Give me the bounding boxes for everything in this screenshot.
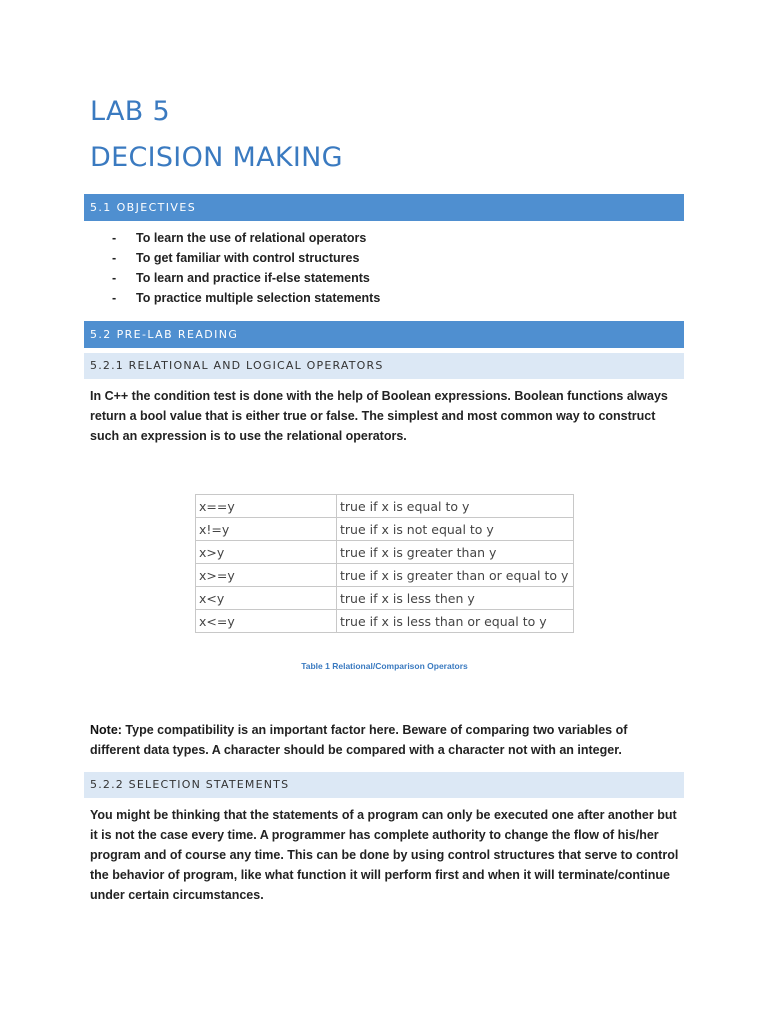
description-cell: true if x is less then y bbox=[337, 587, 574, 610]
operator-cell: x>=y bbox=[196, 564, 337, 587]
description-cell: true if x is greater than or equal to y bbox=[337, 564, 574, 587]
relational-operators-table bbox=[195, 494, 574, 633]
objective-text: To get familiar with control structures bbox=[136, 251, 360, 265]
note-text: Type compatibility is an important factor here. Beware of comparing two variables of different data types. A character should be compared with a character not with an integer. bbox=[90, 723, 628, 757]
note-paragraph bbox=[90, 720, 680, 760]
objective-text: To learn and practice if-else statements bbox=[136, 271, 370, 285]
description-cell: true if x is equal to y bbox=[337, 495, 574, 518]
table-caption: Table 1 Relational/Comparison Operators bbox=[301, 661, 468, 671]
bullet-dash: - bbox=[112, 251, 117, 265]
relational-operators-heading: 5.2.1 RELATIONAL AND LOGICAL OPERATORS bbox=[84, 353, 684, 379]
objective-text: To learn the use of relational operators bbox=[136, 231, 367, 245]
lab-topic-title: DECISION MAKING bbox=[90, 142, 343, 173]
description-cell: true if x is greater than y bbox=[337, 541, 574, 564]
table-row bbox=[196, 587, 574, 610]
description-cell: true if x is not equal to y bbox=[337, 518, 574, 541]
lab-number-title: LAB 5 bbox=[90, 96, 170, 127]
bullet-dash: - bbox=[112, 291, 117, 305]
selection-statements-paragraph: You might be thinking that the statements of a program can only be executed one after another but it is not the case every time. A programmer has complete authority to change the flow of his/her program and of course any time. This can be done by using control structures that serve to control the behavior of program, like what function it will perform first and when it will terminate/continue under certain circumstances. bbox=[90, 808, 679, 902]
note-label: Note: bbox=[90, 723, 122, 737]
objectives-list bbox=[112, 228, 380, 308]
objectives-heading: 5.1 OBJECTIVES bbox=[84, 194, 684, 221]
operator-cell: x==y bbox=[196, 495, 337, 518]
list-item bbox=[112, 288, 380, 308]
operator-cell: x!=y bbox=[196, 518, 337, 541]
list-item bbox=[112, 228, 380, 248]
prelab-heading: 5.2 PRE-LAB READING bbox=[84, 321, 684, 348]
table-row bbox=[196, 495, 574, 518]
table-row bbox=[196, 610, 574, 633]
operator-cell: x>y bbox=[196, 541, 337, 564]
list-item bbox=[112, 248, 380, 268]
table-row bbox=[196, 564, 574, 587]
list-item bbox=[112, 268, 380, 288]
bullet-dash: - bbox=[112, 271, 117, 285]
bullet-dash: - bbox=[112, 231, 117, 245]
description-cell: true if x is less than or equal to y bbox=[337, 610, 574, 633]
relational-operators-paragraph: In C++ the condition test is done with the help of Boolean expressions. Boolean functions always return a bool value that is either true or false. The simplest and most common way to construct such an expression is to use the relational operators. bbox=[90, 389, 668, 443]
table-row bbox=[196, 541, 574, 564]
operator-cell: x<=y bbox=[196, 610, 337, 633]
objective-text: To practice multiple selection statements bbox=[136, 291, 381, 305]
table-row bbox=[196, 518, 574, 541]
operator-cell: x<y bbox=[196, 587, 337, 610]
selection-statements-heading: 5.2.2 SELECTION STATEMENTS bbox=[84, 772, 684, 798]
